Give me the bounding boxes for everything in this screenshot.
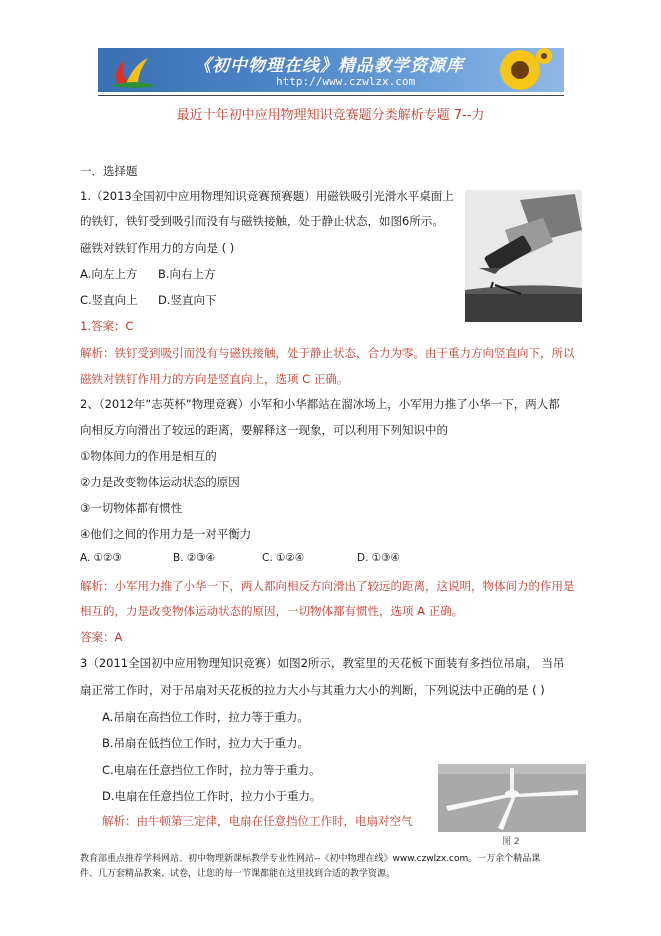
q3-option-d: D.电扇在任意挡位工作时，拉力小于重力。 — [102, 789, 322, 803]
banner-url: http://www.czwlzx.com — [276, 75, 416, 88]
q2-item-2: ②力是改变物体运动状态的原因 — [80, 475, 240, 489]
page-footer — [80, 852, 590, 882]
q2-item-1: ①物体间力的作用是相互的 — [80, 449, 217, 463]
footer-line1: 教育部重点推荐学科网站、初中物理新课标教学专业性网站--《初中物理在线》www.czwlzx.com。一万余个精品课 — [80, 854, 541, 864]
q2-answer: 答案：A — [80, 630, 123, 644]
magnet-nail-figure — [465, 190, 582, 322]
q2-analysis-line2: 相互的，力是改变物体运动状态的原因，一切物体都有惯性，选项 A 正确。 — [80, 604, 464, 618]
ceiling-fan-figure — [438, 764, 586, 832]
section-heading: 一．选择题 — [80, 164, 138, 178]
q1-option-c: C.竖直向上 — [80, 293, 138, 307]
q1-option-b: B.向右上方 — [158, 267, 216, 281]
q2-option-c: C. ①②④ — [262, 552, 305, 564]
footer-line2: 件、几万套精品教案、试卷，让您的每一节课都能在这里找到合适的教学资源。 — [80, 869, 396, 879]
banner-title: 《初中物理在线》精品教学资源库 — [194, 56, 464, 76]
q3-option-b: B.吊扇在低挡位工作时，拉力大于重力。 — [102, 736, 310, 750]
q2-option-b: B. ②③④ — [173, 552, 216, 564]
sunflower-icon — [484, 48, 556, 92]
q2-analysis-line1: 解析：小军用力推了小华一下，两人都向相反方向滑出了较远的距离，这说明，物体间力的作用是 — [80, 579, 575, 593]
q1-analysis-line1: 解析：铁钉受到吸引而没有与磁铁接触，处于静止状态，合力为零。由于重力方向竖直向下，所以 — [80, 346, 575, 360]
q2-stem-line1: 2、（2012年“志英杯”物理竞赛）小军和小华都站在溜冰场上，小军用力推了小华一下，两人都 — [80, 397, 560, 411]
q2-item-3: ③一切物体都有惯性 — [80, 501, 183, 515]
document-title: 最近十年初中应用物理知识竞赛题分类解析专题 7--力 — [176, 108, 485, 123]
site-logo-icon — [104, 50, 164, 90]
q2-option-d: D. ①③④ — [357, 552, 400, 564]
header-banner — [98, 48, 564, 92]
q2-item-4: ④他们之间的作用力是一对平衡力 — [80, 527, 252, 541]
q1-answer: 1.答案：C — [80, 319, 134, 333]
q3-option-c: C.电扇在任意挡位工作时，拉力等于重力。 — [102, 763, 321, 777]
header-divider — [98, 95, 564, 96]
q1-option-d: D.竖直向下 — [158, 293, 217, 307]
q3-stem-line2: 扇正常工作时，对于吊扇对天花板的拉力大小与其重力大小的判断，下列说法中正确的是 ( ) — [80, 683, 545, 697]
q1-stem-line1: 1.（2013全国初中应用物理知识竞赛预赛题）用磁铁吸引光滑水平桌面上 — [80, 189, 454, 203]
q1-stem-line2: 的铁钉，铁钉受到吸引而没有与磁铁接触，处于静止状态，如图6所示。 — [80, 214, 444, 228]
figure-2-caption: 图 2 — [502, 837, 520, 847]
q1-stem-line3: 磁铁对铁钉作用力的方向是 ( ) — [80, 241, 235, 255]
q2-stem-line2: 向相反方向滑出了较远的距离，要解释这一现象，可以利用下列知识中的 — [80, 423, 448, 437]
q3-stem-line1: 3（2011全国初中应用物理知识竞赛）如图2所示，教室里的天花板下面装有多挡位吊扇， 当吊 — [80, 656, 565, 670]
q1-analysis-line2: 磁铁对铁钉作用力的方向是竖直向上，选项 C 正确。 — [80, 372, 349, 386]
q2-option-a: A. ①②③ — [80, 552, 122, 564]
q3-option-a: A.吊扇在高挡位工作时，拉力等于重力。 — [102, 710, 309, 724]
q1-option-a: A.向左上方 — [80, 267, 138, 281]
q3-analysis: 解析：由牛顿第三定律，电扇在任意挡位工作时，电扇对空气 — [102, 814, 413, 828]
